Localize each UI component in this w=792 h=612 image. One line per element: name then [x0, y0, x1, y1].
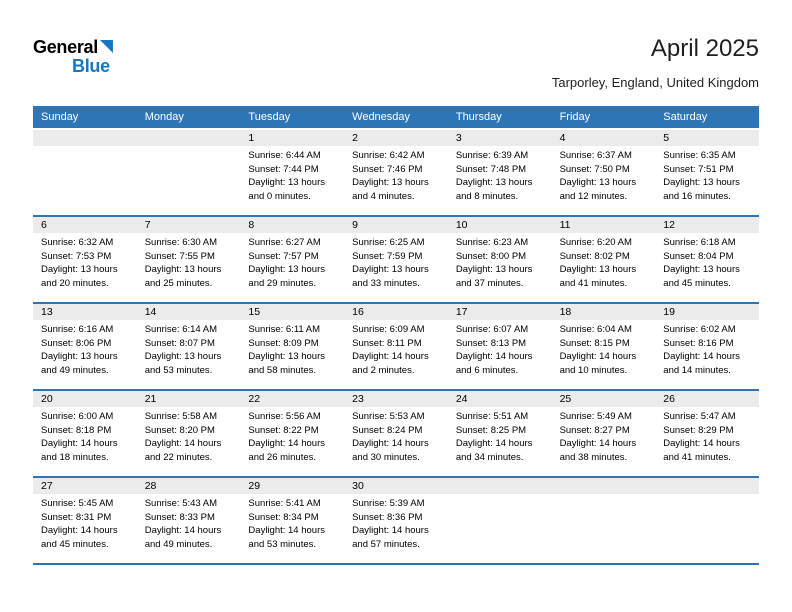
- day-detail-line: and 30 minutes.: [352, 451, 420, 463]
- day-details: [137, 146, 241, 161]
- day-detail-line: Sunset: 8:25 PM: [455, 424, 527, 436]
- day-detail-line: Daylight: 14 hours: [455, 351, 533, 362]
- day-detail-line: Sunrise: 6:30 AM: [144, 237, 218, 248]
- day-number: 24: [448, 391, 552, 407]
- day-cell-10: [448, 217, 552, 302]
- day-detail-line: and 41 minutes.: [663, 451, 731, 463]
- day-number: 7: [137, 217, 241, 233]
- day-number: 20: [33, 391, 137, 407]
- day-detail-line: Sunrise: 6:44 AM: [248, 150, 321, 161]
- day-detail-line: Sunrise: 5:56 AM: [248, 411, 321, 422]
- day-detail-line: Daylight: 13 hours: [455, 177, 533, 188]
- calendar-table: [33, 106, 759, 565]
- day-details: [655, 233, 759, 302]
- weekday-header-thursday: Thursday: [455, 111, 502, 123]
- day-detail-line: and 57 minutes.: [352, 538, 420, 550]
- day-details: [240, 494, 344, 563]
- day-detail-line: Sunrise: 5:45 AM: [41, 498, 114, 509]
- day-detail-line: and 4 minutes.: [352, 190, 415, 202]
- day-cell-22: [240, 391, 344, 476]
- day-number: 21: [137, 391, 241, 407]
- day-cell-9: [344, 217, 448, 302]
- day-detail-line: and 2 minutes.: [352, 364, 415, 376]
- day-details: [33, 320, 137, 389]
- day-detail-line: and 34 minutes.: [455, 451, 524, 463]
- day-number: 1: [240, 130, 344, 146]
- day-detail-line: Daylight: 13 hours: [352, 264, 429, 275]
- day-detail-line: Sunrise: 6:04 AM: [559, 324, 632, 335]
- day-detail-line: Daylight: 14 hours: [352, 351, 429, 362]
- day-detail-line: and 38 minutes.: [559, 451, 628, 463]
- day-detail-line: Sunrise: 6:02 AM: [663, 324, 736, 335]
- day-detail-line: Sunset: 8:36 PM: [352, 511, 423, 523]
- day-number: 9: [344, 217, 448, 233]
- day-detail-line: Sunrise: 6:00 AM: [41, 411, 114, 422]
- day-detail-line: Daylight: 13 hours: [248, 351, 325, 362]
- day-details: [448, 320, 552, 389]
- day-details: [137, 320, 241, 389]
- day-details: [137, 494, 241, 563]
- day-number: 12: [655, 217, 759, 233]
- day-detail-line: Sunrise: 6:18 AM: [663, 237, 736, 248]
- day-cell-5: [655, 130, 759, 215]
- day-detail-line: Daylight: 13 hours: [559, 177, 637, 188]
- day-number: 28: [137, 478, 241, 494]
- day-cell-13: [33, 304, 137, 389]
- week-row-4: [33, 391, 759, 478]
- day-detail-line: Sunset: 8:22 PM: [248, 424, 319, 436]
- logo-text-blue: Blue: [72, 56, 110, 76]
- day-detail-line: and 0 minutes.: [248, 190, 311, 202]
- day-detail-line: Daylight: 13 hours: [663, 177, 740, 188]
- day-details: [448, 407, 552, 476]
- day-detail-line: Daylight: 13 hours: [144, 264, 222, 275]
- day-detail-line: Sunrise: 6:27 AM: [248, 237, 321, 248]
- day-cell-19: [655, 304, 759, 389]
- day-detail-line: Daylight: 14 hours: [144, 525, 222, 536]
- day-detail-line: Sunset: 8:11 PM: [352, 337, 422, 349]
- day-detail-line: Sunrise: 6:35 AM: [663, 150, 736, 161]
- day-cell-8: [240, 217, 344, 302]
- day-detail-line: Daylight: 14 hours: [559, 438, 637, 449]
- day-detail-line: Sunset: 8:24 PM: [352, 424, 423, 436]
- day-details: [448, 146, 552, 215]
- day-details: [552, 146, 656, 215]
- weekday-header-tuesday: Tuesday: [248, 111, 291, 123]
- weekday-header-friday: Friday: [559, 111, 591, 123]
- day-detail-line: Sunset: 7:55 PM: [144, 250, 215, 262]
- day-detail-line: Daylight: 13 hours: [559, 264, 637, 275]
- day-cell-7: [137, 217, 241, 302]
- day-detail-line: Daylight: 13 hours: [41, 264, 118, 275]
- day-detail-line: Sunset: 8:29 PM: [663, 424, 734, 436]
- day-detail-line: and 29 minutes.: [248, 277, 317, 289]
- day-cell-20: [33, 391, 137, 476]
- day-detail-line: Sunrise: 5:43 AM: [144, 498, 218, 509]
- day-detail-line: and 53 minutes.: [144, 364, 213, 376]
- month-title: April 2025: [650, 35, 759, 62]
- week-row-1: [33, 130, 759, 217]
- day-number: 10: [448, 217, 552, 233]
- day-cell-27: [33, 478, 137, 563]
- day-detail-line: Sunset: 7:48 PM: [455, 163, 527, 175]
- day-detail-line: Sunrise: 6:23 AM: [455, 237, 529, 248]
- day-detail-line: Daylight: 14 hours: [352, 525, 429, 536]
- day-details: [33, 494, 137, 563]
- day-detail-line: Sunset: 8:16 PM: [663, 337, 734, 349]
- calendar-weeks: [33, 130, 759, 565]
- day-cell-4: [552, 130, 656, 215]
- day-detail-line: Daylight: 13 hours: [455, 264, 533, 275]
- logo-triangle-icon: [100, 40, 113, 53]
- day-detail-line: and 58 minutes.: [248, 364, 317, 376]
- day-details: [344, 494, 448, 563]
- logo-text-general: General: [33, 37, 98, 57]
- day-detail-line: and 6 minutes.: [455, 364, 519, 376]
- day-detail-line: Sunset: 7:50 PM: [559, 163, 630, 175]
- day-number: 25: [552, 391, 656, 407]
- day-detail-line: Sunset: 7:59 PM: [352, 250, 423, 262]
- day-detail-line: Daylight: 13 hours: [248, 177, 325, 188]
- day-number: 11: [552, 217, 656, 233]
- day-detail-line: Sunrise: 6:16 AM: [41, 324, 114, 335]
- day-detail-line: and 8 minutes.: [455, 190, 519, 202]
- day-detail-line: Daylight: 13 hours: [144, 351, 222, 362]
- day-detail-line: Daylight: 13 hours: [663, 264, 740, 275]
- weekday-header-wednesday: Wednesday: [352, 111, 411, 123]
- day-detail-line: and 20 minutes.: [41, 277, 109, 289]
- day-number: [552, 478, 656, 494]
- day-cell-16: [344, 304, 448, 389]
- day-detail-line: Daylight: 14 hours: [41, 525, 118, 536]
- day-detail-line: and 49 minutes.: [41, 364, 109, 376]
- location-subtitle: Tarporley, England, United Kingdom: [551, 75, 759, 91]
- day-detail-line: Sunset: 8:13 PM: [455, 337, 527, 349]
- general-blue-logo: [33, 36, 113, 75]
- day-number: 14: [137, 304, 241, 320]
- day-detail-line: and 26 minutes.: [248, 451, 317, 463]
- title-block: [552, 36, 759, 90]
- weekday-header-saturday: Saturday: [663, 111, 708, 123]
- day-detail-line: Daylight: 14 hours: [559, 351, 637, 362]
- day-detail-line: Daylight: 14 hours: [248, 438, 325, 449]
- day-cell-empty: [448, 478, 552, 563]
- day-detail-line: Sunset: 8:18 PM: [41, 424, 112, 436]
- day-detail-line: and 45 minutes.: [41, 538, 109, 550]
- day-detail-line: Sunrise: 6:39 AM: [455, 150, 529, 161]
- day-details: [240, 407, 344, 476]
- day-number: 30: [344, 478, 448, 494]
- day-detail-line: Sunset: 7:46 PM: [352, 163, 423, 175]
- day-details: [655, 407, 759, 476]
- day-detail-line: and 25 minutes.: [144, 277, 213, 289]
- day-details: [655, 494, 759, 509]
- day-number: 2: [344, 130, 448, 146]
- day-detail-line: Daylight: 13 hours: [352, 177, 429, 188]
- day-cell-24: [448, 391, 552, 476]
- week-row-2: [33, 217, 759, 304]
- day-number: 17: [448, 304, 552, 320]
- day-number: [655, 478, 759, 494]
- day-number: 29: [240, 478, 344, 494]
- day-detail-line: Sunrise: 5:49 AM: [559, 411, 632, 422]
- day-detail-line: Sunset: 8:33 PM: [144, 511, 215, 523]
- day-details: [344, 320, 448, 389]
- day-cell-28: [137, 478, 241, 563]
- day-details: [448, 233, 552, 302]
- day-detail-line: and 16 minutes.: [663, 190, 731, 202]
- day-detail-line: Sunset: 8:07 PM: [144, 337, 215, 349]
- day-detail-line: Sunrise: 5:51 AM: [455, 411, 529, 422]
- day-details: [240, 233, 344, 302]
- day-detail-line: and 37 minutes.: [455, 277, 524, 289]
- day-number: [137, 130, 241, 146]
- day-detail-line: and 53 minutes.: [248, 538, 317, 550]
- day-number: 23: [344, 391, 448, 407]
- weekday-header-monday: Monday: [144, 111, 184, 123]
- day-details: [344, 407, 448, 476]
- day-detail-line: and 49 minutes.: [144, 538, 213, 550]
- weekday-header-sunday: Sunday: [41, 111, 79, 123]
- day-cell-21: [137, 391, 241, 476]
- day-details: [344, 146, 448, 215]
- day-number: 26: [655, 391, 759, 407]
- day-detail-line: Sunset: 8:34 PM: [248, 511, 319, 523]
- day-detail-line: Daylight: 14 hours: [663, 351, 740, 362]
- day-number: 15: [240, 304, 344, 320]
- day-detail-line: Sunrise: 6:42 AM: [352, 150, 425, 161]
- day-detail-line: Daylight: 13 hours: [248, 264, 325, 275]
- day-cell-empty: [33, 130, 137, 215]
- day-detail-line: Sunset: 8:06 PM: [41, 337, 112, 349]
- day-details: [655, 320, 759, 389]
- day-cell-15: [240, 304, 344, 389]
- day-detail-line: Sunset: 8:15 PM: [559, 337, 630, 349]
- day-cell-18: [552, 304, 656, 389]
- day-detail-line: Sunset: 8:09 PM: [248, 337, 319, 349]
- day-detail-line: Sunset: 7:57 PM: [248, 250, 319, 262]
- day-detail-line: Sunrise: 6:11 AM: [248, 324, 321, 335]
- day-details: [33, 233, 137, 302]
- day-cell-2: [344, 130, 448, 215]
- day-cell-12: [655, 217, 759, 302]
- day-cell-17: [448, 304, 552, 389]
- day-details: [33, 407, 137, 476]
- day-detail-line: Sunrise: 6:09 AM: [352, 324, 425, 335]
- day-number: 3: [448, 130, 552, 146]
- logo-line-top: [33, 38, 113, 56]
- day-number: 8: [240, 217, 344, 233]
- day-detail-line: Sunrise: 6:14 AM: [144, 324, 218, 335]
- day-details: [552, 494, 656, 509]
- day-number: [33, 130, 137, 146]
- day-detail-line: Daylight: 13 hours: [41, 351, 118, 362]
- day-detail-line: Sunrise: 5:53 AM: [352, 411, 425, 422]
- day-details: [448, 494, 552, 509]
- day-detail-line: Daylight: 14 hours: [144, 438, 222, 449]
- day-detail-line: Sunrise: 6:25 AM: [352, 237, 425, 248]
- day-detail-line: and 41 minutes.: [559, 277, 628, 289]
- day-details: [137, 407, 241, 476]
- day-detail-line: Sunset: 8:04 PM: [663, 250, 734, 262]
- day-number: [448, 478, 552, 494]
- day-cell-empty: [137, 130, 241, 215]
- day-detail-line: Sunset: 7:53 PM: [41, 250, 112, 262]
- day-cell-empty: [655, 478, 759, 563]
- day-detail-line: Sunset: 8:00 PM: [455, 250, 527, 262]
- day-number: 13: [33, 304, 137, 320]
- day-detail-line: Sunrise: 6:32 AM: [41, 237, 114, 248]
- day-detail-line: Daylight: 14 hours: [663, 438, 740, 449]
- day-number: 27: [33, 478, 137, 494]
- day-detail-line: and 10 minutes.: [559, 364, 628, 376]
- day-number: 19: [655, 304, 759, 320]
- day-detail-line: Sunset: 7:51 PM: [663, 163, 734, 175]
- day-detail-line: Sunrise: 6:20 AM: [559, 237, 632, 248]
- week-row-5: [33, 478, 759, 565]
- day-number: 4: [552, 130, 656, 146]
- day-detail-line: Daylight: 14 hours: [455, 438, 533, 449]
- day-cell-11: [552, 217, 656, 302]
- day-cell-3: [448, 130, 552, 215]
- day-detail-line: and 45 minutes.: [663, 277, 731, 289]
- day-detail-line: and 33 minutes.: [352, 277, 420, 289]
- day-cell-25: [552, 391, 656, 476]
- day-cell-30: [344, 478, 448, 563]
- day-detail-line: Sunrise: 5:41 AM: [248, 498, 321, 509]
- day-details: [137, 233, 241, 302]
- day-details: [552, 407, 656, 476]
- day-detail-line: Sunset: 8:20 PM: [144, 424, 215, 436]
- day-number: 22: [240, 391, 344, 407]
- day-cell-26: [655, 391, 759, 476]
- day-detail-line: Sunrise: 6:37 AM: [559, 150, 632, 161]
- day-detail-line: Sunset: 8:27 PM: [559, 424, 630, 436]
- weekday-header-row: [33, 106, 759, 128]
- day-detail-line: and 22 minutes.: [144, 451, 213, 463]
- day-detail-line: and 12 minutes.: [559, 190, 628, 202]
- day-number: 6: [33, 217, 137, 233]
- day-cell-1: [240, 130, 344, 215]
- day-number: 5: [655, 130, 759, 146]
- day-detail-line: Sunrise: 5:39 AM: [352, 498, 425, 509]
- day-detail-line: and 18 minutes.: [41, 451, 109, 463]
- week-row-3: [33, 304, 759, 391]
- day-cell-29: [240, 478, 344, 563]
- day-detail-line: Sunrise: 6:07 AM: [455, 324, 529, 335]
- day-number: 18: [552, 304, 656, 320]
- day-cell-23: [344, 391, 448, 476]
- day-detail-line: Daylight: 14 hours: [248, 525, 325, 536]
- day-detail-line: Sunset: 8:31 PM: [41, 511, 112, 523]
- day-cell-6: [33, 217, 137, 302]
- day-detail-line: Sunset: 7:44 PM: [248, 163, 319, 175]
- day-detail-line: Daylight: 14 hours: [352, 438, 429, 449]
- day-detail-line: Daylight: 14 hours: [41, 438, 118, 449]
- day-details: [240, 146, 344, 215]
- day-number: 16: [344, 304, 448, 320]
- day-details: [240, 320, 344, 389]
- day-detail-line: Sunrise: 5:47 AM: [663, 411, 736, 422]
- day-detail-line: and 14 minutes.: [663, 364, 731, 376]
- day-details: [655, 146, 759, 215]
- day-details: [552, 233, 656, 302]
- day-details: [33, 146, 137, 161]
- day-detail-line: Sunset: 8:02 PM: [559, 250, 630, 262]
- day-cell-14: [137, 304, 241, 389]
- day-detail-line: Sunrise: 5:58 AM: [144, 411, 218, 422]
- day-cell-empty: [552, 478, 656, 563]
- day-details: [552, 320, 656, 389]
- day-details: [344, 233, 448, 302]
- page-header: [33, 36, 759, 100]
